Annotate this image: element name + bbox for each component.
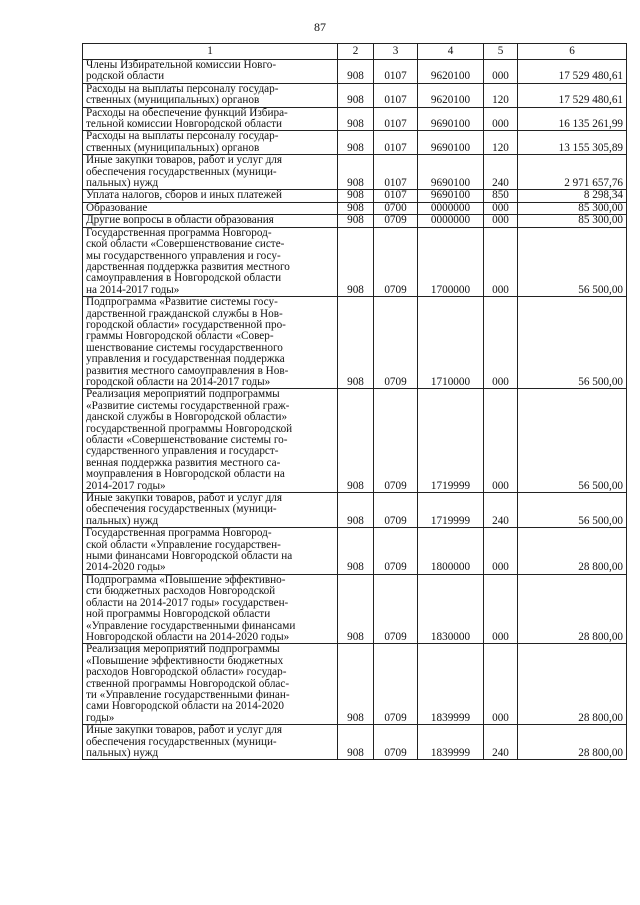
row-section-code-cell: 0709	[374, 644, 418, 725]
row-target-code-cell: 1710000	[418, 297, 484, 389]
row-name-cell: Государственная программа Новгород- ской области «Управление государствен- ными финансами Новгородской области на 2014-2020 годы»	[83, 528, 338, 575]
row-amount-cell: 16 135 261,99	[518, 107, 627, 131]
budget-table	[82, 43, 627, 760]
column-header: 5	[484, 44, 518, 60]
column-header: 2	[338, 44, 374, 60]
table-row	[83, 725, 627, 760]
row-target-code-cell: 0000000	[418, 215, 484, 227]
table-row	[83, 574, 627, 643]
row-target-code-cell: 1839999	[418, 644, 484, 725]
row-amount-cell: 28 800,00	[518, 725, 627, 760]
row-target-code-cell: 9690100	[418, 155, 484, 190]
row-expense-type-cell: 000	[484, 574, 518, 643]
row-expense-type-cell: 850	[484, 190, 518, 202]
row-target-code-cell: 1830000	[418, 574, 484, 643]
row-target-code-cell: 1839999	[418, 725, 484, 760]
row-expense-type-cell: 000	[484, 215, 518, 227]
row-amount-cell: 2 971 657,76	[518, 155, 627, 190]
row-section-code-cell: 0107	[374, 131, 418, 155]
row-section-code-cell: 0107	[374, 60, 418, 84]
page-number: 87	[314, 20, 326, 34]
table-row	[83, 493, 627, 528]
row-expense-type-cell: 000	[484, 227, 518, 296]
table-row	[83, 644, 627, 725]
table-row	[83, 107, 627, 131]
row-amount-cell: 28 800,00	[518, 574, 627, 643]
row-section-code-cell: 0709	[374, 493, 418, 528]
row-admin-code-cell: 908	[338, 644, 374, 725]
table-header-row	[83, 44, 627, 60]
row-expense-type-cell: 000	[484, 60, 518, 84]
row-admin-code-cell: 908	[338, 131, 374, 155]
row-admin-code-cell: 908	[338, 389, 374, 493]
row-name-cell: Члены Избирательной комиссии Новго- родской области	[83, 60, 338, 84]
table-row	[83, 155, 627, 190]
row-expense-type-cell: 240	[484, 155, 518, 190]
row-amount-cell: 56 500,00	[518, 227, 627, 296]
row-admin-code-cell: 908	[338, 107, 374, 131]
row-expense-type-cell: 000	[484, 202, 518, 214]
row-expense-type-cell: 000	[484, 297, 518, 389]
row-target-code-cell: 1719999	[418, 389, 484, 493]
row-section-code-cell: 0700	[374, 202, 418, 214]
row-expense-type-cell: 000	[484, 528, 518, 575]
table-row	[83, 227, 627, 296]
table-row	[83, 190, 627, 202]
row-amount-cell: 85 300,00	[518, 202, 627, 214]
table-row	[83, 131, 627, 155]
row-name-cell: Подпрограмма «Повышение эффективно- сти бюджетных расходов Новгородской области на 2014-2017 годы» государствен- ной программы Новгородской области «Управление государственными финансами Новгородской области на 2014-2020 годы»	[83, 574, 338, 643]
row-amount-cell: 56 500,00	[518, 493, 627, 528]
row-section-code-cell: 0709	[374, 528, 418, 575]
row-amount-cell: 28 800,00	[518, 528, 627, 575]
table-row	[83, 215, 627, 227]
column-header: 4	[418, 44, 484, 60]
row-section-code-cell: 0709	[374, 725, 418, 760]
column-header: 3	[374, 44, 418, 60]
row-admin-code-cell: 908	[338, 574, 374, 643]
row-amount-cell: 17 529 480,61	[518, 60, 627, 84]
row-section-code-cell: 0107	[374, 155, 418, 190]
row-name-cell: Иные закупки товаров, работ и услуг для обеспечения государственных (муници- пальных) нужд	[83, 155, 338, 190]
row-section-code-cell: 0709	[374, 227, 418, 296]
row-amount-cell: 13 155 305,89	[518, 131, 627, 155]
table-row	[83, 83, 627, 107]
row-admin-code-cell: 908	[338, 725, 374, 760]
row-amount-cell: 56 500,00	[518, 389, 627, 493]
row-section-code-cell: 0107	[374, 107, 418, 131]
row-name-cell: Другие вопросы в области образования	[83, 215, 338, 227]
row-name-cell: Расходы на выплаты персоналу государ- ственных (муниципальных) органов	[83, 131, 338, 155]
table-row	[83, 389, 627, 493]
table-row	[83, 60, 627, 84]
row-expense-type-cell: 000	[484, 107, 518, 131]
row-name-cell: Иные закупки товаров, работ и услуг для обеспечения государственных (муници- пальных) нужд	[83, 725, 338, 760]
table-row	[83, 297, 627, 389]
row-admin-code-cell: 908	[338, 297, 374, 389]
row-expense-type-cell: 120	[484, 83, 518, 107]
table-row	[83, 202, 627, 214]
row-admin-code-cell: 908	[338, 83, 374, 107]
row-target-code-cell: 9690100	[418, 190, 484, 202]
row-admin-code-cell: 908	[338, 493, 374, 528]
row-section-code-cell: 0107	[374, 83, 418, 107]
column-header: 6	[518, 44, 627, 60]
row-name-cell: Государственная программа Новгород- ской области «Совершенствование систе- мы государственного управления и госу- дарственная поддержка развития местного самоуправления в Новгородской области на 2014-2017 годы»	[83, 227, 338, 296]
row-section-code-cell: 0709	[374, 297, 418, 389]
row-admin-code-cell: 908	[338, 227, 374, 296]
row-target-code-cell: 1800000	[418, 528, 484, 575]
row-name-cell: Реализация мероприятий подпрограммы «Развитие системы государственной граж- данской службы в Новгородской области» государственной программы Новгородской области «Совершенствование системы го- сударственного управления и государст- венная поддержка развития местного са- моуправления в Новгородской области на 2014-2017 годы»	[83, 389, 338, 493]
row-section-code-cell: 0709	[374, 215, 418, 227]
row-target-code-cell: 9690100	[418, 107, 484, 131]
row-target-code-cell: 9690100	[418, 131, 484, 155]
row-section-code-cell: 0709	[374, 389, 418, 493]
row-name-cell: Расходы на выплаты персоналу государ- ственных (муниципальных) органов	[83, 83, 338, 107]
row-target-code-cell: 9620100	[418, 83, 484, 107]
row-expense-type-cell: 240	[484, 493, 518, 528]
row-target-code-cell: 1700000	[418, 227, 484, 296]
row-expense-type-cell: 000	[484, 644, 518, 725]
row-admin-code-cell: 908	[338, 60, 374, 84]
table-row	[83, 528, 627, 575]
row-admin-code-cell: 908	[338, 190, 374, 202]
row-name-cell: Расходы на обеспечение функций Избира- тельной комиссии Новгородской области	[83, 107, 338, 131]
row-admin-code-cell: 908	[338, 202, 374, 214]
column-header: 1	[83, 44, 338, 60]
row-name-cell: Уплата налогов, сборов и иных платежей	[83, 190, 338, 202]
row-admin-code-cell: 908	[338, 215, 374, 227]
row-target-code-cell: 1719999	[418, 493, 484, 528]
row-amount-cell: 17 529 480,61	[518, 83, 627, 107]
row-target-code-cell: 0000000	[418, 202, 484, 214]
row-amount-cell: 28 800,00	[518, 644, 627, 725]
row-amount-cell: 56 500,00	[518, 297, 627, 389]
row-target-code-cell: 9620100	[418, 60, 484, 84]
row-admin-code-cell: 908	[338, 155, 374, 190]
row-name-cell: Подпрограмма «Развитие системы госу- дарственной гражданской службы в Нов- городской области» государственной про- граммы Новгородской области «Совер- шенствование системы государственного управления и государственная поддержка развития местного самоуправления в Нов- городской области на 2014-2017 годы»	[83, 297, 338, 389]
row-amount-cell: 8 298,34	[518, 190, 627, 202]
row-section-code-cell: 0107	[374, 190, 418, 202]
row-expense-type-cell: 000	[484, 389, 518, 493]
row-name-cell: Реализация мероприятий подпрограммы «Повышение эффективности бюджетных расходов Новгородской области» государ- ственной программы Новгородской облас- ти «Управление государственными финан- сами Новгородской области на 2014-2020 годы»	[83, 644, 338, 725]
row-name-cell: Образование	[83, 202, 338, 214]
row-admin-code-cell: 908	[338, 528, 374, 575]
row-name-cell: Иные закупки товаров, работ и услуг для обеспечения государственных (муници- пальных) нужд	[83, 493, 338, 528]
row-expense-type-cell: 240	[484, 725, 518, 760]
row-section-code-cell: 0709	[374, 574, 418, 643]
row-amount-cell: 85 300,00	[518, 215, 627, 227]
row-expense-type-cell: 120	[484, 131, 518, 155]
